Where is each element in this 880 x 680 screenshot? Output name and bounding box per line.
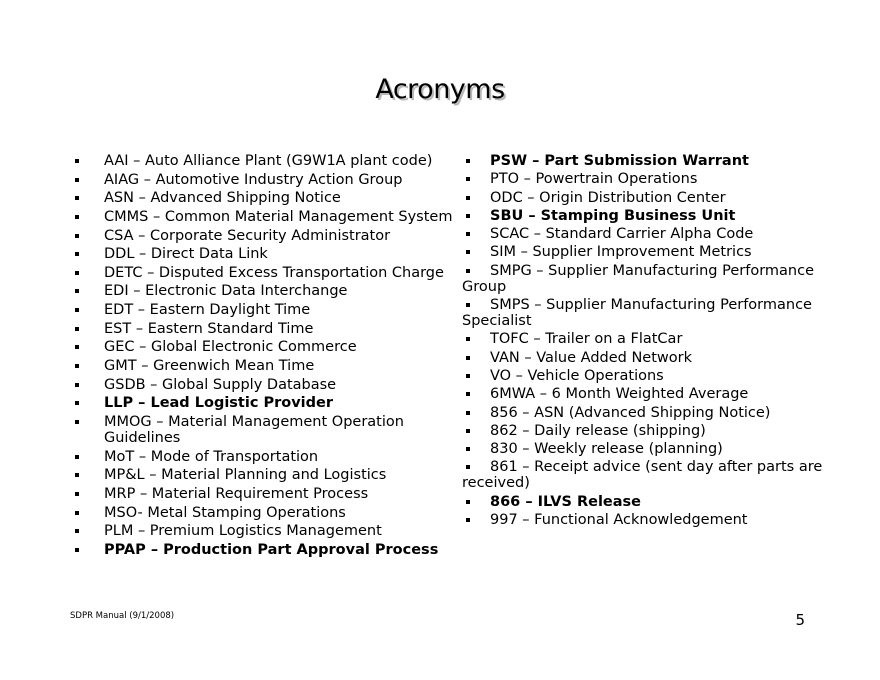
list-item [462,297,862,329]
item-text: GMT – Greenwich Mean Time [104,358,315,375]
list-item [70,302,450,318]
item-text: SBU – Stamping Business Unit [490,207,736,224]
list-item [70,283,450,299]
square-bullet-icon [75,455,79,459]
square-bullet-icon [466,518,470,522]
square-bullet-icon [466,159,470,163]
square-bullet-icon [75,327,79,331]
square-bullet-icon [466,411,470,415]
item-text: GSDB – Global Supply Database [104,376,337,393]
item-text: SMPS – Supplier Manufacturing Performance Specialist [462,297,812,330]
list-item [462,263,862,295]
square-bullet-icon [466,177,470,181]
item-text: EST – Eastern Standard Time [104,320,314,337]
square-bullet-icon [75,178,79,182]
acronym-list-right [462,153,862,530]
item-text: SIM – Supplier Improvement Metrics [490,244,752,261]
list-item [70,153,450,169]
square-bullet-icon [466,250,470,254]
list-item [70,542,450,558]
list-item [70,228,450,244]
item-text: VAN – Value Added Network [490,349,693,366]
square-bullet-icon [75,492,79,496]
list-item [462,441,862,457]
list-item [462,512,862,528]
list-item [462,386,862,402]
item-text: PLM – Premium Logistics Management [104,523,382,540]
item-text: MP&L – Material Planning and Logistics [104,467,387,484]
square-bullet-icon [75,196,79,200]
square-bullet-icon [75,252,79,256]
item-text: DETC – Disputed Excess Transportation Charge [104,264,444,281]
item-text: MMOG – Material Management Operation Guidelines [104,413,404,446]
item-text: ODC – Origin Distribution Center [490,189,726,206]
item-text: AAI – Auto Alliance Plant (G9W1A plant code) [104,153,433,169]
list-item [462,368,862,384]
list-item [70,449,450,465]
list-item [70,172,450,188]
list-item [70,246,450,262]
item-text: MRP – Material Requirement Process [104,485,369,502]
list-item [462,331,862,347]
square-bullet-icon [75,345,79,349]
square-bullet-icon [75,234,79,238]
item-text: DDL – Direct Data Link [104,246,268,263]
square-bullet-icon [466,196,470,200]
list-item [70,208,453,225]
square-bullet-icon [75,289,79,293]
square-bullet-icon [466,214,470,218]
item-text: PSW – Part Submission Warrant [490,153,749,169]
item-text: SMPG – Supplier Manufacturing Performance Group [462,262,815,295]
square-bullet-icon [75,511,79,515]
list-item [70,523,450,539]
square-bullet-icon [466,337,470,341]
square-bullet-icon [466,447,470,451]
list-item [70,358,450,374]
item-text: LLP – Lead Logistic Provider [104,395,333,412]
item-text: PPAP – Production Part Approval Process [104,541,439,558]
list-item [70,190,450,206]
item-text: CSA – Corporate Security Administrator [104,227,391,244]
square-bullet-icon [466,429,470,433]
list-item [462,350,862,366]
square-bullet-icon [75,420,79,424]
square-bullet-icon [75,159,79,163]
list-item [462,244,862,260]
item-text: 6MWA – 6 Month Weighted Average [490,386,749,403]
square-bullet-icon [75,215,79,219]
item-text: VO – Vehicle Operations [490,367,664,384]
list-item [462,171,862,187]
square-bullet-icon [466,392,470,396]
item-text: 856 – ASN (Advanced Shipping Notice) [490,404,771,421]
item-text: ASN – Advanced Shipping Notice [104,190,341,207]
item-text: MoT – Mode of Transportation [104,448,319,465]
square-bullet-icon [466,374,470,378]
item-text: SCAC – Standard Carrier Alpha Code [490,226,754,243]
list-item [70,467,450,483]
square-bullet-icon [466,232,470,236]
list-item [462,153,862,169]
square-bullet-icon [466,303,470,307]
square-bullet-icon [75,401,79,405]
item-text: TOFC – Trailer on a FlatCar [490,331,683,348]
item-text: CMMS – Common Material Management System [104,208,453,225]
square-bullet-icon [75,364,79,368]
square-bullet-icon [466,465,470,469]
list-item [70,486,450,502]
list-item [462,405,862,421]
list-item [462,423,862,439]
list-item [462,190,862,206]
item-text: PTO – Powertrain Operations [490,171,698,188]
list-item [70,321,450,337]
list-item [462,226,862,242]
square-bullet-icon [75,529,79,533]
square-bullet-icon [75,271,79,275]
square-bullet-icon [75,383,79,387]
square-bullet-icon [466,500,470,504]
list-item [462,208,862,224]
list-item [70,339,450,355]
list-item [70,414,450,446]
square-bullet-icon [75,473,79,477]
acronym-list-left [70,153,453,560]
item-text: EDT – Eastern Daylight Time [104,302,311,319]
list-item [70,377,450,393]
square-bullet-icon [75,308,79,312]
item-text: 861 – Receipt advice (sent day after parts are received) [462,459,823,492]
item-text: 866 – ILVS Release [490,493,642,510]
item-text: 997 – Functional Acknowledgement [490,512,748,529]
item-text: MSO- Metal Stamping Operations [104,504,346,521]
page-number: 5 [795,611,805,629]
square-bullet-icon [466,269,470,273]
item-text: GEC – Global Electronic Commerce [104,339,357,356]
item-text: EDI – Electronic Data Interchange [104,283,348,300]
item-text: 830 – Weekly release (planning) [490,441,723,458]
item-text: 862 – Daily release (shipping) [490,422,706,439]
page-title: Acronyms [375,74,505,105]
square-bullet-icon [466,356,470,360]
list-item [70,395,450,411]
list-item [70,265,450,281]
list-item [462,459,862,491]
square-bullet-icon [75,548,79,552]
footer-text: SDPR Manual (9/1/2008) [70,611,175,621]
list-item [70,505,450,521]
item-text: AIAG – Automotive Industry Action Group [104,171,403,188]
list-item [462,494,862,510]
